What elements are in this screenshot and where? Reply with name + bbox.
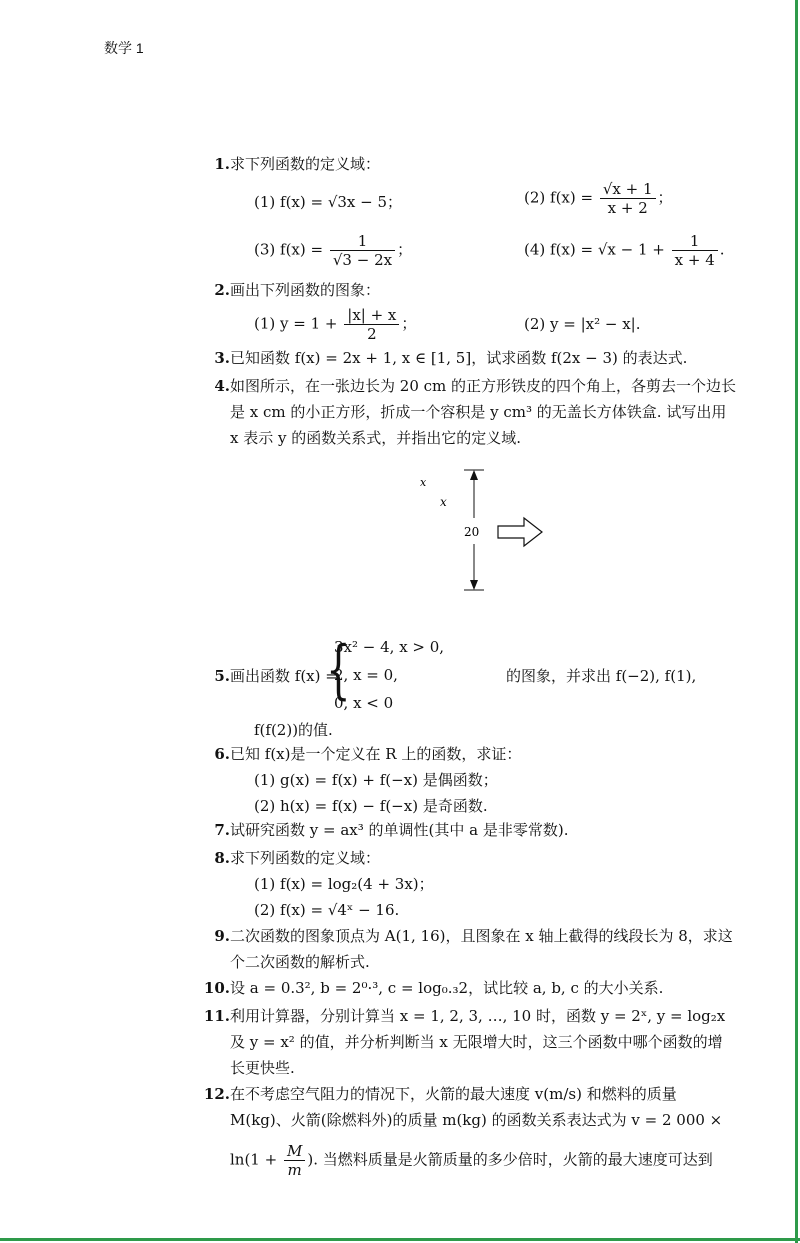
figure-arrowhead-up — [470, 470, 478, 480]
problem-11-line-3: 长更快些. — [230, 1059, 295, 1077]
page-border-right — [795, 0, 798, 1243]
problem-number-6: 6. — [214, 745, 230, 763]
problem-12-ln-suffix: ). 当燃料质量是火箭质量的多少倍时，火箭的最大速度可达到 — [307, 1150, 713, 1169]
problem-12-line-2: M(kg)、火箭(除燃料外)的质量 m(kg) 的函数关系表达式为 v = 2 000 × — [230, 1111, 723, 1129]
problem-1-sub-3-fraction — [330, 232, 395, 269]
problem-12-line-1: 在不考虑空气阻力的情况下，火箭的最大速度 v(m/s) 和燃料的质量 — [230, 1085, 677, 1103]
problem-11-line-1: 利用计算器，分别计算当 x = 1, 2, 3, …, 10 时，函数 y = 2ˣ, y = log₂x — [230, 1007, 726, 1025]
problem-12-fraction — [284, 1142, 305, 1179]
figure-fold-arrow — [498, 518, 542, 546]
problem-number-7: 7. — [214, 821, 230, 839]
problem-4-line-2: 是 x cm 的小正方形，折成一个容积是 y cm³ 的无盖长方体铁盒. 试写出用 — [230, 403, 727, 421]
problem-1-sub-2: (2) f(x) = $\frac{√x + 1}{x + 2}$ ； — [524, 180, 673, 217]
problem-2-sub-1: (1) y = 1 + $\frac{|x| + x}{2}$ ； — [254, 306, 417, 343]
problem-1-sub-1: (1) f(x) = √3x − 5； — [254, 193, 403, 211]
problem-6-sub-2: (2) h(x) = f(x) − f(−x) 是奇函数. — [254, 797, 488, 815]
problem-number-2: 2. — [214, 281, 230, 299]
problem-1-sub-2-denominator: x + 2 — [607, 199, 648, 217]
problem-1-sub-4-denominator: x + 4 — [674, 251, 715, 269]
problem-2-sub-1-denominator: 2 — [367, 325, 377, 343]
problem-1-sub-4: (4) f(x) = √x − 1 + $\frac{1}{x + 4}$ . — [524, 232, 725, 269]
problem-number-9: 9. — [214, 927, 230, 945]
problem-2-sub-1-numerator: |x| + x — [344, 306, 399, 325]
problem-8-sub-1: (1) f(x) = log₂(4 + 3x)； — [254, 875, 434, 893]
problem-11-line-2: 及 y = x² 的值，并分析判断当 x 无限增大时，这三个函数中哪个函数的增 — [230, 1033, 723, 1051]
problem-12-numerator: M — [284, 1142, 305, 1161]
problem-1-title: 求下列函数的定义域： — [230, 155, 381, 173]
problem-4-line-1: 如图所示，在一张边长为 20 cm 的正方形铁皮的四个角上，各剪去一个边长 — [230, 377, 737, 395]
problem-2-sub-2: (2) y = |x² − x|. — [524, 315, 641, 333]
problem-4-line-3: x 表示 y 的函数关系式，并指出它的定义域. — [230, 429, 522, 447]
figure-label-20: 20 — [464, 525, 480, 539]
problem-1-sub-4-fraction — [672, 232, 718, 269]
problem-9-line-2: 个二次函数的解析式. — [230, 953, 370, 971]
piecewise-case-2: 2, x = 0, — [334, 666, 398, 684]
problem-12-denominator: m — [287, 1161, 302, 1179]
problem-1-sub-3-denominator: √3 − 2x — [332, 251, 393, 269]
problem-number-12: 12. — [203, 1085, 230, 1103]
problem-5-prefix: 画出函数 f(x) = — [230, 667, 338, 685]
problem-8-title: 求下列函数的定义域： — [230, 849, 381, 867]
problem-6-line-1: 已知 f(x)是一个定义在 R 上的函数，求证： — [230, 745, 522, 763]
problem-2-sub-1-fraction — [344, 306, 399, 343]
figure-arrowhead-down — [470, 580, 478, 590]
problem-2-sub-1-lhs: (1) y = 1 + — [254, 314, 338, 333]
problem-3-text: 已知函数 f(x) = 2x + 1, x ∈ [1, 5]，试求函数 f(2x − 3) 的表达式. — [230, 349, 688, 367]
problem-number-5: 5. — [214, 667, 230, 685]
problem-1-sub-2-fraction — [600, 180, 656, 217]
page-border-bottom — [0, 1238, 800, 1241]
problem-number-1: 1. — [214, 155, 230, 173]
problem-1-sub-2-lhs: (2) f(x) = — [524, 188, 594, 207]
problem-7-text: 试研究函数 y = ax³ 的单调性(其中 a 是非零常数). — [230, 821, 569, 839]
problem-9-line-1: 二次函数的图象顶点为 A(1, 16)，且图象在 x 轴上截得的线段长为 8，求这 — [230, 927, 733, 945]
piecewise-brace: { — [326, 633, 351, 707]
problem-number-10: 10. — [203, 979, 230, 997]
problem-number-11: 11. — [203, 1007, 230, 1025]
figure-label-x-2: x — [440, 495, 447, 509]
problem-1-sub-4-numerator: 1 — [672, 232, 718, 251]
problem-12-line-3 — [230, 1142, 713, 1179]
figure-label-x-1: x — [420, 476, 427, 489]
problem-1-sub-3-lhs: (3) f(x) = — [254, 240, 324, 259]
problem-10-text: 设 a = 0.3², b = 2⁰·³, c = log₀.₃2，试比较 a, b, c 的大小关系. — [230, 979, 664, 997]
problem-1-sub-2-numerator: √x + 1 — [600, 180, 656, 199]
problem-2-title: 画出下列函数的图象： — [230, 281, 381, 299]
piecewise-case-3: 0, x < 0 — [334, 694, 394, 712]
problem-number-4: 4. — [214, 377, 230, 395]
problem-12-ln-prefix: ln(1 + — [230, 1150, 278, 1169]
page-header: 数学 1 — [104, 40, 144, 56]
problem-number-3: 3. — [214, 349, 230, 367]
problem-1-sub-3: (3) f(x) = $\frac{1}{√3 - 2x}$ ； — [254, 232, 413, 269]
problem-5-line-2: f(f(2))的值. — [254, 721, 333, 739]
piecewise-case-1: 3x² − 4, x > 0, — [334, 638, 445, 656]
problem-number-8: 8. — [214, 849, 230, 867]
problem-1-sub-4-lhs: (4) f(x) = √x − 1 + — [524, 240, 665, 259]
problem-1-sub-3-numerator: 1 — [330, 232, 395, 251]
box-folding-figure — [400, 460, 560, 600]
problem-6-sub-1: (1) g(x) = f(x) + f(−x) 是偶函数； — [254, 771, 498, 789]
problem-8-sub-2: (2) f(x) = √4ˣ − 16. — [254, 901, 400, 919]
problem-5-suffix: 的图象，并求出 f(−2), f(1), — [506, 667, 697, 685]
